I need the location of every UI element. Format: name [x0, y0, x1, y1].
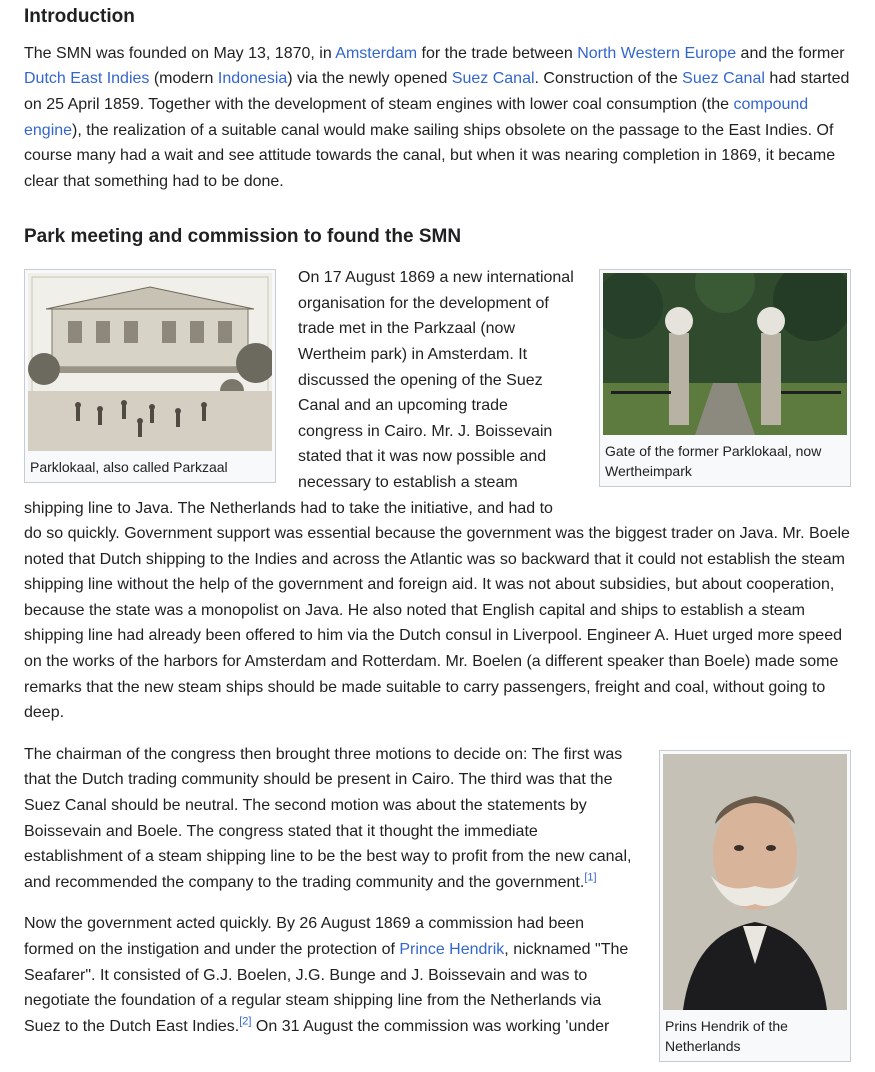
figure-gate: [599, 269, 851, 487]
figure-prins-hendrik: [659, 750, 851, 1062]
text: ) via the newly opened: [287, 70, 452, 88]
section-heading-introduction: Introduction: [24, 6, 135, 27]
link-suez-canal-2[interactable]: Suez Canal: [682, 70, 765, 88]
text: On 31 August the commission was working 'under: [251, 1017, 610, 1035]
reference-link-1[interactable]: [1]: [584, 871, 597, 884]
link-suez-canal[interactable]: Suez Canal: [451, 70, 535, 88]
prins-hendrik-portrait-image[interactable]: [663, 754, 847, 1010]
section-heading-park-meeting: Park meeting and commission to found the SMN: [24, 226, 462, 248]
link-indonesia[interactable]: Indonesia: [217, 70, 288, 88]
reference-link-2[interactable]: [2]: [239, 1015, 252, 1028]
link-dutch-east-indies[interactable]: Dutch East Indies: [24, 70, 150, 88]
text: The SMN was founded on May 13, 1870, in: [24, 44, 336, 62]
parklokaal-engraving-image[interactable]: [28, 273, 272, 451]
figure-caption: Prins Hendrik of the Netherlands: [665, 1017, 788, 1054]
text: Now the government acted quickly. By 26 August 1869 a commission had been formed on the instigation and under the protection of: [24, 915, 585, 958]
figure-caption: Gate of the former Parklokaal, now Wertheimpark: [605, 443, 822, 480]
figure-parklokaal: [24, 269, 276, 483]
text: The chairman of the congress then brought three motions to decide on: The first was that the Dutch trading community should be present in Cairo. The third was that the Suez Canal should be neutral. The second motion was about the statements by Boissevain and Boele. The congress stated that it thought the immediate establishment of a steam shipping line to be the best way to profit from the new canal, and recommended the company to the trading community and the government.: [24, 745, 632, 891]
text: , nicknamed "The Seafarer". It consisted of G.J. Boelen, J.G. Bunge and J. Boissevain and was to negotiate the foundation of a regular steam shipping line from the Netherlands via Suez to the Dutch East Indies.: [24, 941, 629, 1035]
text: had started on 25 April 1859. Together with the development of steam engines with lower coal consumption (the: [24, 70, 850, 113]
text: . Construction of the: [534, 70, 683, 88]
park-paragraph-1: On 17 August 1869 a new international organisation for the development of trade met in the Parkzaal (now Wertheim park) in Amsterdam. It discussed the opening of the Suez Canal and an upcoming trade congress in Cairo. Mr. J. Boissevain stated that it was now possible and necessary to establish a steam shipping line to Java. The Netherlands had to take the initiative, and had to do so quickly. Government support was essential because the government was the biggest trader on Java. Mr. Boele noted that Dutch shipping to the Indies and across the Atlantic was so backward that it could not establish the steam shipping line without the help of the government and foreign aid. It was not about subsidies, but about cooperation, because the state was a monopolist on Java. He also noted that English capital and ships to establish a steam shipping line had already been offered to him via the Dutch consul in Liverpool. Engineer A. Huet urged more speed on the works of the harbors for Amsterdam and Rotterdam. Mr. Boelen (a different speaker than Boele) made some remarks that the new steam ships should be made suitable to carry passengers, freight and coal, without going to deep.: [24, 269, 850, 722]
link-compound-engine[interactable]: compound engine: [24, 95, 809, 139]
text: (modern: [149, 70, 218, 88]
text: for the trade between: [417, 44, 578, 62]
link-prince-hendrik[interactable]: Prince Hendrik: [399, 941, 505, 958]
intro-paragraph: [24, 41, 851, 195]
text: ), the realization of a suitable canal would make sailing ships obsolete on the passage to the East Indies. Of course many had a wait and see attitude towards the canal, but when it was nearing completion in 1869, it became clear that something had to be done.: [24, 121, 836, 190]
link-north-western-europe[interactable]: North Western Europe: [577, 44, 737, 62]
text: and the former: [736, 44, 845, 62]
figure-caption: Parklokaal, also called Parkzaal: [30, 459, 228, 476]
gate-photo-image[interactable]: [603, 273, 847, 435]
link-amsterdam[interactable]: Amsterdam: [335, 44, 418, 62]
